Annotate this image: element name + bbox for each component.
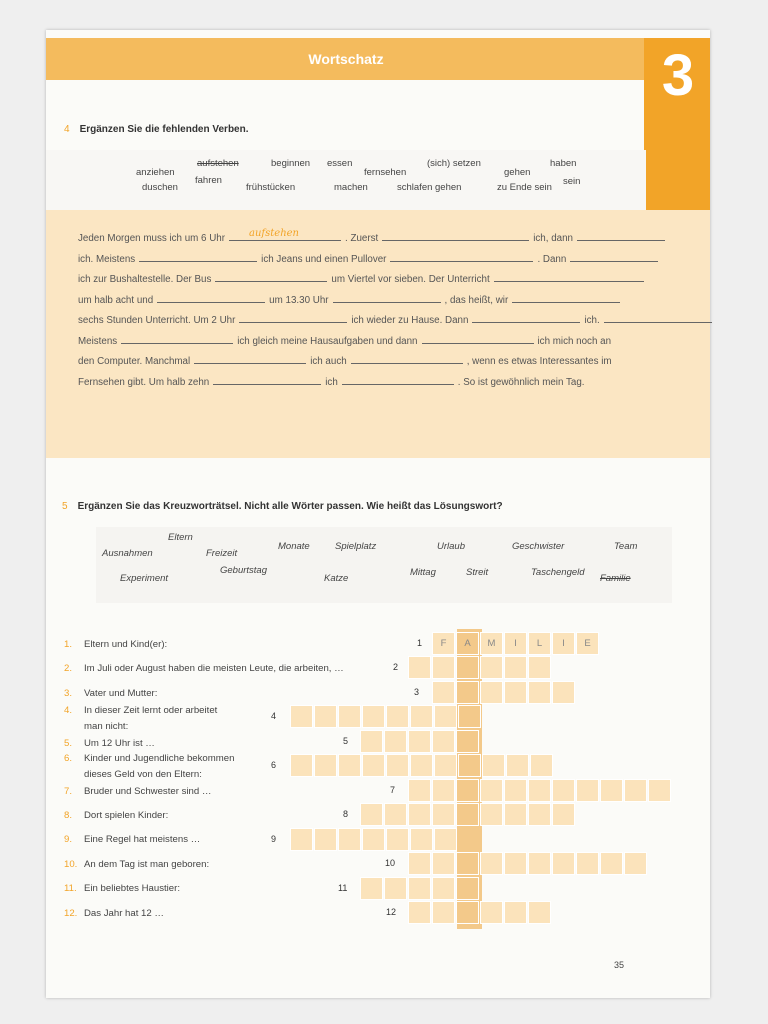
grid-cell: [528, 779, 551, 802]
grid-cell: [552, 681, 575, 704]
line-text: ich mich noch an: [537, 335, 612, 347]
clue-text: Dort spielen Kinder:: [84, 810, 169, 821]
line-text: ich wieder zu Hause. Dann: [351, 315, 469, 326]
grid-row-number: 7: [390, 785, 396, 795]
grid-row-number: 8: [343, 809, 349, 819]
grid-cell: [384, 877, 407, 900]
grid-cell: F: [432, 632, 455, 655]
grid-cell: [480, 901, 503, 924]
grid-cell: [624, 852, 647, 875]
clue-8: [64, 767, 202, 782]
grid-cell: [314, 754, 337, 777]
grid-row-number: 1: [417, 638, 423, 648]
crossword-word: Geschwister: [512, 541, 565, 552]
crossword-word: Streit: [466, 567, 489, 578]
clue-number: 2.: [64, 663, 73, 674]
grid-cell: [410, 828, 433, 851]
answer-blank: [239, 313, 347, 323]
verb-word: zu Ende sein: [497, 182, 552, 193]
grid-cell: [552, 779, 575, 802]
answer-blank: [390, 252, 533, 262]
clue-10: [64, 808, 168, 823]
clue-1: [64, 637, 167, 652]
answer-blank: [512, 293, 620, 303]
gap-line: [78, 272, 644, 285]
grid-cell: [504, 779, 527, 802]
grid-row-number: 10: [385, 858, 396, 868]
clue-number: 12.: [64, 908, 78, 919]
grid-cell: [384, 730, 407, 753]
answer-blank: [229, 228, 341, 241]
grid-cell: [456, 803, 479, 826]
verb-word: gehen: [504, 167, 531, 178]
answer-blank: [157, 293, 265, 303]
clue-text: Kinder und Jugendliche bekommen: [84, 753, 235, 764]
answer-blank: [494, 272, 644, 282]
grid-cell: [480, 852, 503, 875]
grid-cell: [360, 730, 383, 753]
grid-cell: [576, 779, 599, 802]
line-text: ich, dann: [533, 233, 573, 244]
answer-blank: [472, 313, 580, 323]
line-text: den Computer. Manchmal: [78, 356, 191, 367]
grid-cell: [408, 852, 431, 875]
line-text: ich zur Bushaltestelle. Der Bus: [78, 274, 212, 285]
grid-cell: [600, 852, 623, 875]
grid-cell: [480, 803, 503, 826]
clue-number: 5.: [64, 738, 73, 749]
crossword-word: Taschengeld: [531, 567, 585, 578]
grid-cell: [480, 681, 503, 704]
grid-cell: [432, 901, 455, 924]
line-text: um Viertel vor sieben. Der Unterricht: [331, 274, 490, 285]
verb-word: schlafen gehen: [397, 182, 462, 193]
clue-number: 4.: [64, 705, 73, 716]
grid-cell: [456, 901, 479, 924]
answer-blank: [121, 334, 233, 344]
grid-cell: [456, 656, 479, 679]
line-text: ich gleich meine Hausaufgaben und dann: [237, 335, 418, 347]
verb-word: fernsehen: [364, 167, 407, 178]
clue-number: 11.: [64, 883, 77, 894]
clue-text: man nicht:: [84, 721, 129, 732]
grid-cell: [528, 681, 551, 704]
grid-cell: [434, 754, 457, 777]
crossword-word: Katze: [324, 573, 349, 584]
clue-7: [64, 751, 234, 766]
grid-cell: [360, 877, 383, 900]
clue-2: [64, 661, 344, 676]
clue-text: An dem Tag ist man geboren:: [84, 859, 210, 870]
crossword-word: Spielplatz: [335, 541, 377, 552]
grid-cell: [480, 656, 503, 679]
line-text: ich: [325, 376, 338, 388]
grid-cell: [456, 779, 479, 802]
grid-cell: [506, 754, 529, 777]
grid-cell: [290, 705, 313, 728]
line-text: , das heißt, wir: [444, 294, 509, 306]
grid-cell: [314, 705, 337, 728]
exercise-4-number: 4: [64, 124, 70, 135]
grid-row-number: 9: [271, 834, 277, 844]
grid-cell: [408, 877, 431, 900]
line-text: ich Jeans und einen Pullover: [261, 253, 387, 265]
crossword-word: Familie: [600, 573, 631, 584]
section-header: [46, 38, 646, 80]
clue-9: [64, 784, 211, 799]
clue-text: Eine Regel hat meistens …: [84, 834, 201, 845]
clue-12: [64, 857, 209, 872]
grid-cell: [528, 803, 551, 826]
grid-cell: L: [528, 632, 551, 655]
gap-line: [78, 313, 644, 326]
gap-line: [78, 293, 644, 306]
grid-cell: [432, 681, 455, 704]
clue-text: Um 12 Uhr ist …: [84, 738, 155, 749]
gap-line: [78, 252, 644, 265]
grid-cell: [552, 852, 575, 875]
answer-blank: [333, 293, 441, 303]
verb-word: machen: [334, 182, 368, 193]
grid-cell: [480, 779, 503, 802]
grid-cell: [384, 803, 407, 826]
clue-3: [64, 686, 157, 701]
handwritten-answer: aufstehen: [249, 228, 299, 239]
clue-number: 1.: [64, 639, 73, 650]
grid-cell: [504, 656, 527, 679]
verb-word: sein: [563, 176, 581, 187]
grid-row-number: 2: [393, 662, 399, 672]
answer-blank: [139, 252, 257, 262]
line-text: ich.: [584, 315, 600, 326]
crossword-word: Eltern: [168, 532, 193, 543]
grid-cell: [362, 705, 385, 728]
grid-cell: [528, 852, 551, 875]
grid-cell: [410, 705, 433, 728]
verb-word: (sich) setzen: [427, 158, 481, 169]
clue-text: Im Juli oder August haben die meisten Leute, die arbeiten, …: [84, 663, 344, 674]
line-text: um halb acht und: [78, 294, 154, 306]
clue-13: [64, 881, 180, 896]
crossword-word: Freizeit: [206, 548, 238, 559]
crossword-word: Urlaub: [437, 541, 465, 552]
exercise-5-instruction: Ergänzen Sie das Kreuzworträtsel. Nicht alle Wörter passen. Wie heißt das Lösungswort?: [77, 501, 503, 512]
line-text: ich. Meistens: [78, 253, 136, 265]
line-text: sechs Stunden Unterricht. Um 2 Uhr: [78, 315, 236, 326]
clue-number: 9.: [64, 834, 73, 845]
grid-cell: E: [576, 632, 599, 655]
grid-cell: [386, 828, 409, 851]
grid-cell: I: [504, 632, 527, 655]
clue-6: [64, 736, 155, 751]
grid-cell: [530, 754, 553, 777]
line-text: Jeden Morgen muss ich um 6 Uhr: [78, 233, 226, 244]
grid-cell: [314, 828, 337, 851]
grid-cell: [552, 803, 575, 826]
grid-cell: I: [552, 632, 575, 655]
grid-cell: [408, 656, 431, 679]
grid-cell: [386, 754, 409, 777]
line-text: Meistens: [78, 335, 118, 347]
clue-number: 7.: [64, 786, 73, 797]
crossword-word: Monate: [278, 541, 310, 552]
grid-cell: [408, 779, 431, 802]
grid-cell: [434, 828, 457, 851]
answer-blank: [382, 231, 529, 241]
grid-cell: [410, 754, 433, 777]
grid-cell: [456, 681, 479, 704]
grid-row-number: 11: [338, 883, 348, 893]
exercise-4-title: [64, 124, 249, 135]
answer-blank: [213, 375, 321, 385]
crossword-word: Team: [614, 541, 638, 552]
line-text: , wenn es etwas Interessantes im: [466, 356, 612, 367]
answer-blank: [422, 334, 534, 344]
grid-cell: [432, 803, 455, 826]
grid-cell: [528, 656, 551, 679]
clue-text: Vater und Mutter:: [84, 688, 158, 699]
grid-cell: [408, 803, 431, 826]
answer-blank: [342, 375, 454, 385]
line-text: Fernsehen gibt. Um halb zehn: [78, 376, 210, 388]
grid-cell: [290, 754, 313, 777]
clue-text: In dieser Zeit lernt oder arbeitet: [84, 705, 218, 716]
gap-line: [78, 354, 644, 367]
grid-cell: [528, 901, 551, 924]
grid-cell: [434, 705, 457, 728]
grid-cell: [386, 705, 409, 728]
grid-cell: [504, 681, 527, 704]
clue-5: [64, 719, 128, 734]
verb-word: duschen: [142, 182, 178, 193]
line-text: . Dann: [537, 253, 567, 265]
grid-cell: [338, 705, 361, 728]
gap-line: [78, 334, 644, 347]
clue-number: 10.: [64, 859, 78, 870]
exercise-4-instruction: Ergänzen Sie die fehlenden Verben.: [79, 124, 249, 135]
answer-blank: [577, 231, 665, 241]
grid-cell: [432, 779, 455, 802]
grid-cell: [338, 754, 361, 777]
grid-cell: [432, 852, 455, 875]
exercise-5-title: [62, 501, 503, 512]
crossword-word: Experiment: [120, 573, 169, 584]
grid-cell: M: [480, 632, 503, 655]
verb-word: frühstücken: [246, 182, 296, 193]
verb-word: aufstehen: [197, 158, 239, 169]
crossword-word: Geburtstag: [220, 565, 267, 576]
exercise-5-number: 5: [62, 501, 68, 512]
clue-text: dieses Geld von den Eltern:: [84, 769, 202, 780]
clue-number: 3.: [64, 688, 73, 699]
answer-blank: [570, 252, 658, 262]
clue-number: 8.: [64, 810, 73, 821]
grid-cell: [360, 803, 383, 826]
grid-row-number: 6: [271, 760, 277, 770]
answer-blank: [604, 313, 712, 323]
clue-11: [64, 832, 200, 847]
grid-row-number: 12: [386, 907, 397, 917]
clue-text: Das Jahr hat 12 …: [84, 908, 164, 919]
grid-cell: [408, 730, 431, 753]
verb-word: fahren: [195, 175, 222, 186]
clue-text: Eltern und Kind(er):: [84, 639, 168, 650]
grid-row-number: 3: [414, 687, 420, 697]
section-title: Wortschatz: [308, 51, 384, 67]
crossword-word: Mittag: [410, 567, 436, 578]
gap-line: [78, 228, 644, 244]
grid-cell: [456, 877, 479, 900]
verb-word: anziehen: [136, 167, 175, 178]
grid-cell: [504, 803, 527, 826]
grid-cell: [432, 730, 455, 753]
line-text: . So ist gewöhnlich mein Tag.: [457, 376, 585, 388]
grid-cell: [456, 730, 479, 753]
answer-blank: [215, 272, 327, 282]
grid-cell: [362, 828, 385, 851]
verb-word: haben: [550, 158, 577, 169]
verb-word: beginnen: [271, 158, 311, 169]
grid-cell: [456, 852, 479, 875]
clue-text: Ein beliebtes Haustier:: [84, 883, 180, 894]
grid-cell: [362, 754, 385, 777]
line-text: . Zuerst: [345, 233, 379, 244]
crossword-word: Ausnahmen: [102, 548, 153, 559]
grid-cell: [576, 852, 599, 875]
grid-row-number: 4: [271, 711, 277, 721]
clue-4: [64, 703, 217, 718]
grid-cell: [458, 754, 481, 777]
grid-cell: [338, 828, 361, 851]
grid-cell: [600, 779, 623, 802]
answer-blank: [194, 354, 306, 364]
grid-cell: [432, 656, 455, 679]
grid-cell: [504, 852, 527, 875]
grid-cell: [290, 828, 313, 851]
grid-row-number: 5: [343, 736, 349, 746]
clue-text: Bruder und Schwester sind …: [84, 786, 212, 797]
gap-line: [78, 375, 644, 388]
grid-cell: [408, 901, 431, 924]
chapter-number: 3: [661, 43, 695, 108]
page-number: 35: [614, 960, 625, 970]
clue-14: [64, 906, 164, 921]
grid-cell: [482, 754, 505, 777]
grid-cell: [432, 877, 455, 900]
grid-cell: [648, 779, 671, 802]
clue-number: 6.: [64, 753, 73, 764]
line-text: ich auch: [310, 356, 347, 367]
grid-cell: [458, 705, 481, 728]
answer-blank: [351, 354, 463, 364]
grid-cell: A: [456, 632, 479, 655]
line-text: um 13.30 Uhr: [269, 294, 329, 306]
grid-cell: [624, 779, 647, 802]
grid-cell: [504, 901, 527, 924]
verb-word: essen: [327, 158, 353, 169]
